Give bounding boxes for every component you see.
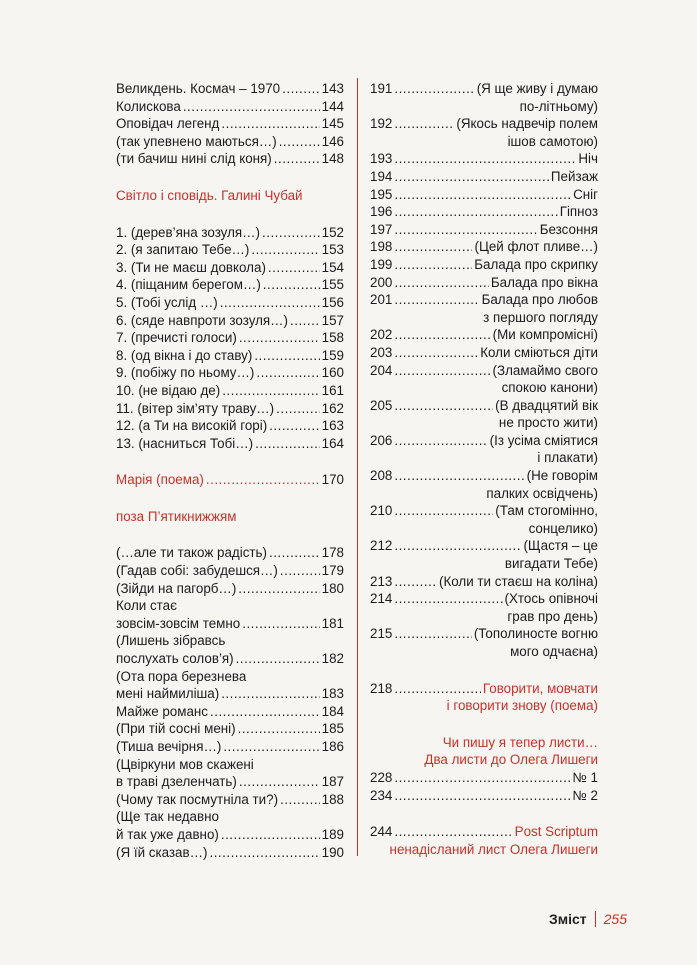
- toc-entry: [370, 787, 598, 805]
- toc-entry-title: 4. (піщаним берегом…): [116, 277, 261, 293]
- toc-page-number: 203: [370, 344, 393, 360]
- toc-spacer: [116, 452, 344, 471]
- toc-page-number: 213: [370, 573, 393, 589]
- dot-leader: [394, 186, 571, 204]
- toc-page-number: 192: [370, 116, 393, 132]
- column-divider: [357, 78, 358, 856]
- toc-entry: [116, 347, 344, 365]
- toc-entry: [370, 168, 598, 186]
- toc-entry-title: 13. (насниться Тобі…): [116, 435, 254, 451]
- toc-page-number: 157: [321, 312, 344, 328]
- toc-entry: [370, 467, 598, 485]
- toc-entry: [116, 382, 344, 400]
- toc-entry: [370, 344, 598, 362]
- toc-entry-title: (Зламаймо свого: [492, 362, 598, 378]
- toc-entry: [370, 625, 598, 643]
- dot-leader: [221, 685, 319, 703]
- toc-entry: [116, 150, 344, 168]
- toc-page-number: 178: [321, 545, 344, 561]
- toc-spacer: [116, 525, 344, 544]
- toc-entry-title: (Ми компромісні): [492, 327, 598, 343]
- toc-page-number: 143: [321, 81, 344, 96]
- toc-page-number: 193: [370, 151, 393, 167]
- toc-page-number: 162: [321, 400, 344, 416]
- dot-leader: [394, 467, 524, 485]
- toc-entry-title: (ти бачиш нині слід коня): [116, 151, 272, 167]
- toc-entry: [370, 502, 598, 520]
- dot-leader: [268, 259, 320, 277]
- toc-page-number: 186: [321, 739, 344, 754]
- dot-leader: [394, 80, 474, 98]
- toc-entry-title: Марія (поема): [116, 472, 204, 488]
- toc-page-number: 205: [370, 397, 393, 413]
- toc-page-number: 190: [321, 844, 344, 860]
- dot-leader: [394, 150, 576, 168]
- toc-entry-line: мого одчаєна): [510, 644, 598, 659]
- toc-entry-title: (Я їй сказав…): [116, 844, 208, 860]
- toc-entry-title: Балада про скрипку: [474, 256, 598, 272]
- toc-entry: [370, 326, 598, 344]
- dot-leader: [274, 150, 320, 168]
- toc-entry: [116, 312, 344, 330]
- toc-entry: [116, 276, 344, 294]
- dot-leader: [251, 241, 319, 259]
- dot-leader: [238, 580, 319, 598]
- toc-entry-title: № 1: [572, 769, 598, 785]
- dot-leader: [276, 400, 320, 418]
- toc-entry-line: грав про день): [507, 608, 598, 624]
- dot-leader: [394, 397, 493, 415]
- dot-leader: [206, 471, 320, 489]
- toc-entry: [116, 435, 344, 453]
- toc-entry-title: 10. (не відаю де): [116, 382, 221, 398]
- toc-page-number: 146: [321, 133, 344, 149]
- toc-entry-title: (Тополиносте вогню: [473, 626, 598, 642]
- toc-page-number: 215: [370, 626, 393, 642]
- toc-page-number: 184: [321, 703, 344, 719]
- toc-page-number: 189: [321, 826, 344, 842]
- toc-page-number: 197: [370, 221, 393, 237]
- dot-leader: [238, 720, 320, 738]
- toc-entry: [116, 294, 344, 312]
- toc-entry: [116, 703, 344, 721]
- toc-entry-title: (Не говорім: [526, 468, 598, 484]
- toc-entry: [370, 274, 598, 292]
- toc-page-number: 163: [321, 418, 344, 434]
- dot-leader: [394, 787, 570, 805]
- toc-entry: [370, 432, 598, 450]
- dot-leader: [269, 417, 320, 435]
- toc-entry-title: 5. (Тобі услід …): [116, 294, 218, 310]
- dot-leader: [255, 435, 320, 453]
- toc-entry: [116, 417, 344, 435]
- dot-leader: [394, 680, 481, 698]
- dot-leader: [220, 294, 320, 312]
- toc-entry: [370, 291, 598, 309]
- dot-leader: [222, 382, 319, 400]
- toc-entry-line: (Ще так недавно: [116, 809, 219, 825]
- toc-entry-title: Оповідач легенд: [116, 116, 220, 132]
- toc-page-number: 202: [370, 327, 393, 343]
- toc-section-heading: і говорити знову (поема): [446, 698, 598, 714]
- toc-page-number: 194: [370, 168, 393, 184]
- toc-entry-title: Post Scriptum: [514, 824, 598, 840]
- toc-page-number: 195: [370, 186, 393, 202]
- toc-entry: [370, 203, 598, 221]
- dot-leader: [394, 221, 537, 239]
- toc-left-column: [116, 80, 344, 861]
- toc-right-column: [370, 80, 598, 858]
- toc-entry-line: (Ота пора березнева: [116, 668, 247, 684]
- toc-entry-title: Колискова: [116, 98, 181, 114]
- toc-entry: [116, 364, 344, 382]
- toc-entry-line: не просто жити): [498, 415, 598, 431]
- toc-page-number: 234: [370, 787, 393, 803]
- toc-entry-title: Пейзаж: [550, 168, 598, 184]
- dot-leader: [279, 133, 320, 151]
- toc-entry-title: 7. (пречисті голоси): [116, 330, 237, 346]
- toc-entry-title: Гіпноз: [559, 204, 598, 220]
- toc-page-number: 210: [370, 503, 393, 519]
- toc-page-number: 180: [321, 580, 344, 596]
- toc-entry-title: Сніг: [573, 186, 598, 202]
- toc-entry-title: 2. (я запитаю Тебе…): [116, 242, 250, 258]
- toc-spacer: [116, 489, 344, 508]
- toc-entry: [370, 362, 598, 380]
- footer-separator: [595, 911, 596, 927]
- toc-entry: [116, 738, 344, 756]
- toc-page-number: 199: [370, 256, 393, 272]
- toc-entry-title: (Із усіма сміятися: [489, 432, 598, 448]
- toc-entry: [116, 562, 344, 580]
- running-footer-title: Зміст: [548, 911, 587, 927]
- toc-entry: [116, 241, 344, 259]
- dot-leader: [183, 98, 320, 116]
- toc-entry: [116, 259, 344, 277]
- toc-entry: [116, 615, 344, 633]
- toc-entry-title: 3. (Ти не маєш довкола): [116, 259, 266, 275]
- toc-page-number: 214: [370, 591, 393, 607]
- toc-spacer: [116, 205, 344, 224]
- toc-spacer: [116, 168, 344, 187]
- toc-section-heading: поза П’ятикнижжям: [116, 508, 237, 524]
- toc-entry: [370, 221, 598, 239]
- toc-page-number: 182: [321, 651, 344, 667]
- toc-entry-line: палких освідчень): [486, 485, 598, 501]
- toc-entry-title: (…але ти також радість): [116, 545, 267, 561]
- toc-page-number: 161: [321, 382, 344, 398]
- toc-page-number: 155: [321, 277, 344, 293]
- dot-leader: [236, 650, 320, 668]
- toc-entry-title: Майже романс: [116, 703, 208, 719]
- page-footer: [549, 911, 627, 927]
- dot-leader: [394, 502, 493, 520]
- page-number: 255: [603, 911, 627, 927]
- toc-entry: [116, 80, 344, 98]
- toc-entry-title: 12. (а Ти на високій горі): [116, 418, 268, 434]
- toc-entry: [116, 773, 344, 791]
- toc-entry-line: Коли стає: [116, 598, 177, 614]
- toc-entry-title: (При тій сосні мені): [116, 721, 236, 737]
- toc-page-number: 212: [370, 538, 393, 554]
- toc-entry-title: (Коли ти стаєш на коліна): [439, 573, 598, 589]
- toc-entry-line: і плакати): [537, 450, 598, 466]
- toc-entry-title: (Цей флот пливе…): [474, 239, 598, 255]
- toc-page-number: 244: [370, 824, 393, 840]
- dot-leader: [394, 537, 521, 555]
- toc-entry: [116, 720, 344, 738]
- dot-leader: [221, 826, 320, 844]
- toc-page-number: 145: [321, 116, 344, 132]
- toc-entry: [116, 826, 344, 844]
- dot-leader: [210, 703, 320, 721]
- toc-entry: [370, 150, 598, 168]
- toc-entry: [370, 80, 598, 98]
- toc-entry-title: (Тиша вечірня…): [116, 739, 222, 754]
- toc-entry-line: (Лишень зібравсь: [116, 633, 226, 649]
- toc-page-number: 191: [370, 81, 393, 96]
- dot-leader: [394, 274, 489, 292]
- toc-entry-line: по-літньому): [519, 98, 598, 114]
- toc-spacer: [370, 661, 598, 680]
- toc-page-number: 152: [321, 224, 344, 240]
- toc-entry: [370, 769, 598, 787]
- dot-leader: [394, 432, 487, 450]
- toc-entry-title: 6. (сяде навпроти зозуля…): [116, 312, 289, 328]
- dot-leader: [394, 256, 472, 274]
- toc-entry-title: (Якось надвечір полем: [456, 116, 598, 132]
- dot-leader: [394, 362, 490, 380]
- dot-leader: [394, 203, 557, 221]
- dot-leader: [280, 562, 320, 580]
- dot-leader: [394, 769, 570, 787]
- toc-entry-title: 9. (побіжу по ньому…): [116, 365, 255, 381]
- toc-entry: [116, 650, 344, 668]
- toc-page-number: 159: [321, 347, 344, 363]
- toc-entry-title: (Чому так посмутніла ти?): [116, 791, 279, 807]
- toc-entry: [370, 397, 598, 415]
- toc-entry: [116, 685, 344, 703]
- toc-page-number: 170: [321, 472, 344, 488]
- toc-page-number: 148: [321, 151, 344, 167]
- toc-page-number: 208: [370, 468, 393, 484]
- toc-page-number: 158: [321, 330, 344, 346]
- toc-page-number: 201: [370, 292, 393, 308]
- toc-entry-title: Балада про любов: [481, 292, 598, 308]
- dot-leader: [394, 625, 471, 643]
- toc-entry: [116, 133, 344, 151]
- toc-entry-title: 8. (од вікна і до ставу): [116, 347, 253, 363]
- dot-leader: [394, 326, 490, 344]
- toc-entry-title: (Щастя – це: [523, 538, 598, 554]
- toc-entry-title: (Гадав собі: забудешся…): [116, 563, 278, 579]
- toc-page-number: 164: [321, 435, 344, 451]
- toc-entry: [116, 844, 344, 862]
- toc-entry-title: 11. (вітер зім’яту траву…): [116, 400, 275, 416]
- dot-leader: [394, 168, 549, 186]
- dot-leader: [394, 291, 479, 309]
- toc-page-number: 156: [321, 294, 344, 310]
- toc-page-number: 200: [370, 274, 393, 290]
- toc-entry-title: Балада про вікна: [490, 274, 598, 290]
- dot-leader: [394, 115, 454, 133]
- dot-leader: [282, 80, 320, 98]
- toc-page-number: 218: [370, 680, 393, 696]
- dot-leader: [239, 773, 320, 791]
- dot-leader: [262, 224, 320, 242]
- toc-entry-title: (В двадцятий вік: [495, 397, 598, 413]
- toc-entry: [370, 537, 598, 555]
- toc-entry-title: в траві дзеленчать): [116, 774, 237, 790]
- toc-entry-line: (Цвіркуни мов скажені: [116, 756, 254, 772]
- toc-page-number: 228: [370, 769, 393, 785]
- dot-leader: [221, 115, 319, 133]
- toc-entry: [370, 680, 598, 698]
- toc-entry-title: послухать солов’я): [116, 651, 234, 667]
- toc-entry: [370, 823, 598, 841]
- toc-entry: [116, 580, 344, 598]
- dot-leader: [394, 344, 478, 362]
- dot-leader: [223, 738, 319, 756]
- toc-entry-line: вигадати Тебе): [504, 556, 598, 572]
- dot-leader: [239, 329, 320, 347]
- toc-entry-line: з першого погляду: [483, 309, 598, 325]
- dot-leader: [256, 364, 319, 382]
- toc-entry-title: (Хтось опівночі: [504, 591, 598, 607]
- toc-page-number: 187: [321, 774, 344, 790]
- toc-entry: [116, 115, 344, 133]
- toc-page-number: 196: [370, 204, 393, 220]
- dot-leader: [290, 312, 320, 330]
- toc-entry-line: спокою канони): [501, 380, 598, 396]
- toc-page-number: 181: [321, 615, 344, 631]
- toc-entry: [116, 98, 344, 116]
- toc-entry-title: Ніч: [578, 151, 598, 167]
- dot-leader: [242, 615, 319, 633]
- toc-entry: [370, 590, 598, 608]
- dot-leader: [254, 347, 319, 365]
- toc-entry: [116, 544, 344, 562]
- dot-leader: [394, 573, 437, 591]
- dot-leader: [394, 238, 472, 256]
- toc-entry-title: 1. (дерев’яна зозуля…): [116, 224, 260, 240]
- dot-leader: [394, 590, 502, 608]
- dot-leader: [394, 823, 512, 841]
- toc-page-number: 206: [370, 432, 393, 448]
- toc-entry-title: Коли сміються діти: [480, 344, 598, 360]
- toc-entry-title: Безсоння: [539, 221, 598, 237]
- toc-entry: [116, 471, 344, 489]
- toc-entry-title: Великдень. Космач – 1970: [116, 81, 281, 96]
- toc-entry: [370, 115, 598, 133]
- toc-entry: [370, 256, 598, 274]
- toc-page-number: 160: [321, 365, 344, 381]
- dot-leader: [280, 791, 320, 809]
- toc-entry-title: (Там стогомінно,: [495, 503, 598, 519]
- toc-page-number: 185: [321, 721, 344, 737]
- toc-page-number: 198: [370, 239, 393, 255]
- toc-entry-title: (так упевнено маються…): [116, 133, 277, 149]
- toc-entry-title: мені наймиліша): [116, 686, 220, 702]
- toc-entry-title: (Я ще живу і думаю: [476, 81, 598, 96]
- toc-entry-title: й так уже давно): [116, 826, 219, 842]
- dot-leader: [209, 844, 319, 862]
- dot-leader: [269, 544, 320, 562]
- toc-page-number: 188: [321, 791, 344, 807]
- toc-spacer: [370, 804, 598, 823]
- toc-page-number: 183: [321, 686, 344, 702]
- toc-entry-line: сонцелико): [528, 520, 598, 536]
- toc-page-number: 154: [321, 259, 344, 275]
- toc-page-number: 179: [321, 563, 344, 579]
- toc-entry-title: (Зійди на пагорб…): [116, 580, 237, 596]
- toc-page-number: 144: [321, 98, 344, 114]
- toc-section-heading: ненадісланий лист Олега Лишеги: [389, 841, 598, 857]
- toc-entry: [370, 186, 598, 204]
- toc-entry-title: № 2: [572, 787, 598, 803]
- toc-spacer: [370, 715, 598, 734]
- toc-section-heading: Чи пишу я тепер листи…: [442, 734, 598, 750]
- toc-entry: [116, 224, 344, 242]
- toc-entry-line: ішов самотою): [507, 133, 598, 149]
- toc-page-number: 204: [370, 362, 393, 378]
- toc-section-heading: Світло і сповідь. Галині Чубай: [116, 187, 303, 203]
- toc-entry: [116, 791, 344, 809]
- toc-entry-title: Говорити, мовчати: [482, 680, 598, 696]
- toc-section-heading: Два листи до Олега Лишеги: [424, 752, 598, 768]
- dot-leader: [263, 276, 320, 294]
- toc-page-number: 153: [321, 242, 344, 258]
- toc-entry: [116, 329, 344, 347]
- toc-entry: [370, 573, 598, 591]
- toc-entry-title: зовсім-зовсім темно: [116, 615, 241, 631]
- toc-entry: [116, 400, 344, 418]
- toc-entry: [370, 238, 598, 256]
